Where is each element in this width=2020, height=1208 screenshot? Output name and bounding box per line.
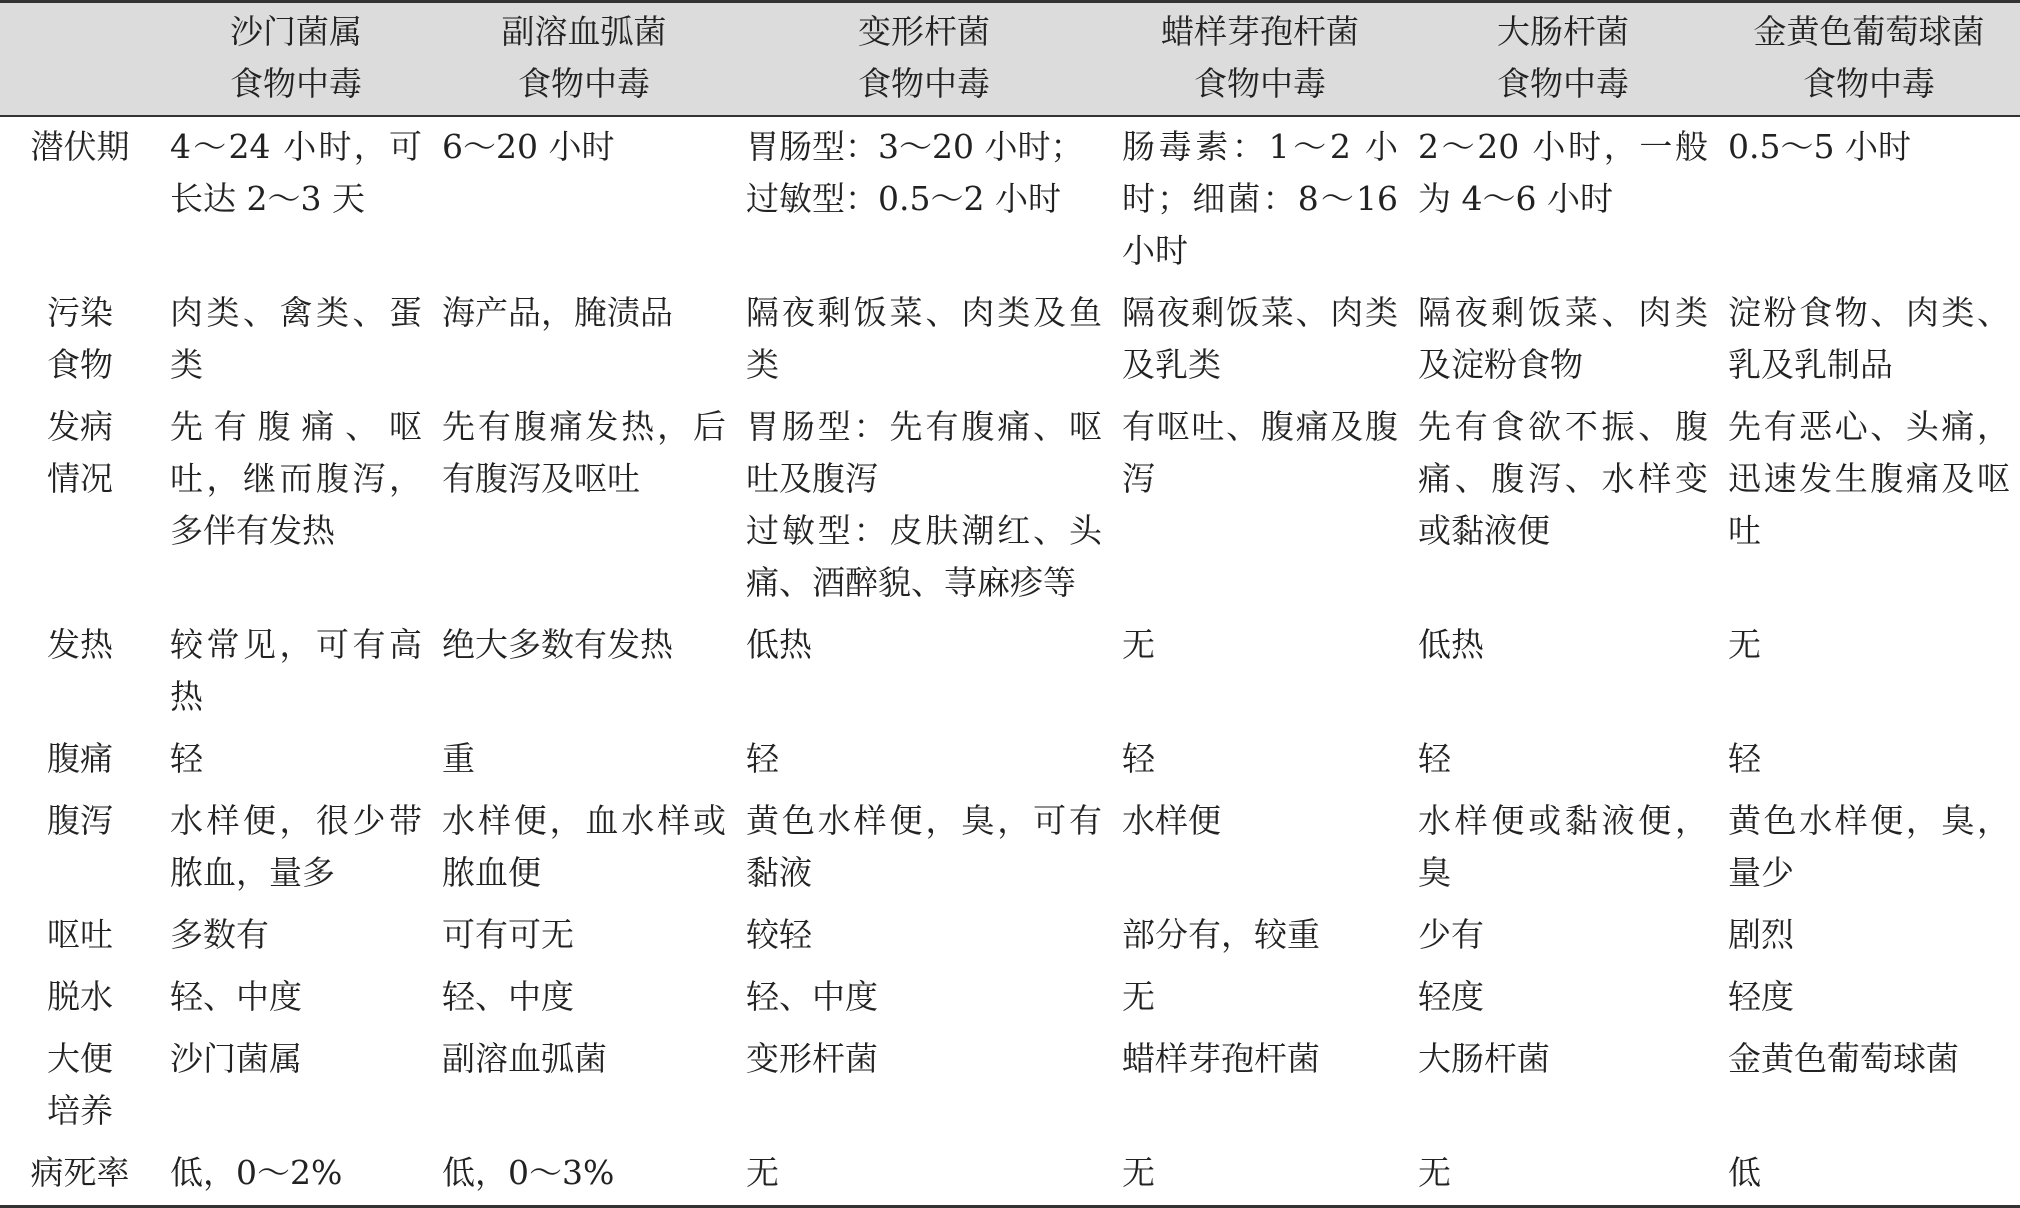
table-cell <box>432 397 736 615</box>
table-cell <box>432 967 736 1029</box>
cell-text: 6～20 小时 <box>442 127 615 166</box>
cell-text: 淀粉食物、肉类、乳及乳制品 <box>1728 293 2010 384</box>
table-cell <box>1408 967 1718 1029</box>
row-label <box>0 967 160 1029</box>
table-cell <box>1408 729 1718 791</box>
column-header-line: 大肠杆菌 <box>1497 12 1629 51</box>
table-cell <box>160 1143 432 1207</box>
table-cell <box>1112 967 1408 1029</box>
table-cell <box>1408 615 1718 729</box>
table-cell <box>736 1029 1112 1143</box>
cell-text: 水样便，很少带脓血，量多 <box>170 801 422 892</box>
table-cell <box>1718 615 2020 729</box>
table-cell <box>736 283 1112 397</box>
cell-text: 轻 <box>746 739 779 778</box>
cell-text: 4～24 小时，可长达 2～3 天 <box>170 127 422 218</box>
table-body <box>0 116 2020 1207</box>
header-row <box>0 2 2020 117</box>
cell-text: 轻度 <box>1728 977 1794 1016</box>
row-label-line: 污染 <box>47 293 113 332</box>
table-cell <box>1112 283 1408 397</box>
table-cell <box>432 615 736 729</box>
table-cell <box>160 116 432 283</box>
table-cell <box>1408 397 1718 615</box>
cell-text: 先有食欲不振、腹痛、腹泻、水样变或黏液便 <box>1418 407 1708 550</box>
cell-text: 无 <box>1728 625 1761 664</box>
column-header-line: 食物中毒 <box>518 64 650 103</box>
cell-text: 轻 <box>1418 739 1451 778</box>
row-label <box>0 791 160 905</box>
column-header <box>432 2 736 117</box>
cell-text: 部分有，较重 <box>1122 915 1320 954</box>
table-cell <box>1112 1029 1408 1143</box>
cell-text: 水样便，血水样或脓血便 <box>442 801 726 892</box>
table-cell <box>432 905 736 967</box>
column-header-line: 食物中毒 <box>230 64 362 103</box>
cell-text: 水样便 <box>1122 801 1221 840</box>
table-cell <box>1112 905 1408 967</box>
cell-text: 多数有 <box>170 915 269 954</box>
cell-text: 0.5～5 小时 <box>1728 127 1911 166</box>
table-cell <box>432 1029 736 1143</box>
row-label <box>0 615 160 729</box>
row-label-line: 食物 <box>47 345 113 384</box>
cell-text: 2～20 小时，一般为 4～6 小时 <box>1418 127 1708 218</box>
cell-text: 隔夜剩饭菜、肉类及淀粉食物 <box>1418 293 1708 384</box>
column-header-line: 食物中毒 <box>1194 64 1326 103</box>
table-row <box>0 283 2020 397</box>
cell-text: 肉类、禽类、蛋类 <box>170 293 422 384</box>
table-cell <box>1112 1143 1408 1207</box>
row-label-line: 发热 <box>47 625 113 664</box>
column-header <box>1408 2 1718 117</box>
row-label <box>0 905 160 967</box>
table-cell <box>160 615 432 729</box>
cell-text: 胃肠型：先有腹痛、呕吐及腹泻 <box>746 407 1102 498</box>
cell-text: 较轻 <box>746 915 812 954</box>
cell-text: 胃肠型：3～20 小时； <box>746 127 1084 166</box>
column-header <box>1112 2 1408 117</box>
row-label-line: 病死率 <box>30 1153 130 1192</box>
column-header-line: 金黄色葡萄球菌 <box>1753 12 1985 51</box>
cell-text: 大肠杆菌 <box>1418 1039 1550 1078</box>
table-cell <box>160 1029 432 1143</box>
table-cell <box>736 791 1112 905</box>
table-row <box>0 791 2020 905</box>
cell-text: 肠毒素：1～2 小时；细菌：8～16 小时 <box>1122 127 1398 270</box>
header-corner <box>0 2 160 117</box>
table-cell <box>432 729 736 791</box>
cell-text: 蜡样芽孢杆菌 <box>1122 1039 1320 1078</box>
table-cell <box>1112 729 1408 791</box>
cell-text: 轻 <box>1728 739 1761 778</box>
cell-text: 低 <box>1728 1153 1761 1192</box>
cell-text: 副溶血弧菌 <box>442 1039 607 1078</box>
cell-text: 黄色水样便，臭，量少 <box>1728 801 2010 892</box>
cell-text: 低，0～2% <box>170 1153 343 1192</box>
cell-text: 金黄色葡萄球菌 <box>1728 1039 1959 1078</box>
column-header-line: 食物中毒 <box>1803 64 1935 103</box>
table-cell <box>736 116 1112 283</box>
table-cell <box>1718 283 2020 397</box>
table-cell <box>1718 116 2020 283</box>
cell-text: 轻、中度 <box>442 977 574 1016</box>
row-label <box>0 729 160 791</box>
column-header-line: 食物中毒 <box>1497 64 1629 103</box>
table-row <box>0 615 2020 729</box>
row-label <box>0 1029 160 1143</box>
cell-text: 无 <box>746 1153 779 1192</box>
table-cell <box>1718 967 2020 1029</box>
table-cell <box>160 397 432 615</box>
cell-text: 少有 <box>1418 915 1484 954</box>
table-cell <box>1408 791 1718 905</box>
column-header-line: 蜡样芽孢杆菌 <box>1161 12 1359 51</box>
cell-text: 隔夜剩饭菜、肉类及乳类 <box>1122 293 1398 384</box>
table-row <box>0 397 2020 615</box>
table-cell <box>736 397 1112 615</box>
row-label <box>0 397 160 615</box>
table-cell <box>160 283 432 397</box>
cell-text: 海产品，腌渍品 <box>442 293 673 332</box>
table-row <box>0 1143 2020 1207</box>
cell-text: 过敏型：皮肤潮红、头痛、酒醉貌、荨麻疹等 <box>746 511 1102 602</box>
table-cell <box>1408 1029 1718 1143</box>
table-cell <box>736 615 1112 729</box>
column-header-line: 变形杆菌 <box>858 12 990 51</box>
table-cell <box>160 905 432 967</box>
row-label-line: 发病 <box>47 407 113 446</box>
cell-text: 黄色水样便，臭，可有黏液 <box>746 801 1102 892</box>
cell-text: 轻、中度 <box>746 977 878 1016</box>
table-cell <box>160 791 432 905</box>
row-label <box>0 1143 160 1207</box>
table-cell <box>432 791 736 905</box>
row-label-line: 腹痛 <box>47 739 113 778</box>
cell-text: 先有腹痛发热，后有腹泻及呕吐 <box>442 407 726 498</box>
cell-text: 有呕吐、腹痛及腹泻 <box>1122 407 1398 498</box>
table-cell <box>1112 615 1408 729</box>
cell-text: 可有可无 <box>442 915 574 954</box>
table-cell <box>1408 1143 1718 1207</box>
table-cell <box>736 905 1112 967</box>
cell-text: 较常见，可有高热 <box>170 625 422 716</box>
row-label-line: 大便 <box>47 1039 113 1078</box>
column-header-line: 食物中毒 <box>858 64 990 103</box>
cell-text: 水样便或黏液便，臭 <box>1418 801 1708 892</box>
table-row <box>0 967 2020 1029</box>
table-cell <box>1112 791 1408 905</box>
table-cell <box>1718 1029 2020 1143</box>
table-row <box>0 905 2020 967</box>
table-cell <box>1718 1143 2020 1207</box>
column-header-line: 沙门菌属 <box>230 12 362 51</box>
cell-text: 隔夜剩饭菜、肉类及鱼类 <box>746 293 1102 384</box>
table-cell <box>1718 905 2020 967</box>
table-cell <box>1112 397 1408 615</box>
cell-text: 无 <box>1122 1153 1155 1192</box>
cell-text: 无 <box>1418 1153 1451 1192</box>
table-row <box>0 1029 2020 1143</box>
row-label-line: 情况 <box>47 459 113 498</box>
cell-text: 先有恶心、头痛，迅速发生腹痛及呕吐 <box>1728 407 2010 550</box>
cell-text: 变形杆菌 <box>746 1039 878 1078</box>
cell-text: 轻 <box>170 739 203 778</box>
cell-text: 重 <box>442 739 475 778</box>
table-cell <box>432 283 736 397</box>
table-cell <box>432 1143 736 1207</box>
cell-text: 无 <box>1122 977 1155 1016</box>
cell-text: 先有腹痛、呕吐，继而腹泻，多伴有发热 <box>170 407 422 550</box>
row-label-line: 潜伏期 <box>30 127 130 166</box>
table-cell <box>1408 905 1718 967</box>
cell-text: 低热 <box>746 625 812 664</box>
row-label-line: 呕吐 <box>47 915 113 954</box>
column-header <box>1718 2 2020 117</box>
table-cell <box>1112 116 1408 283</box>
table-cell <box>1408 116 1718 283</box>
cell-text: 沙门菌属 <box>170 1039 302 1078</box>
table-row <box>0 116 2020 283</box>
cell-text: 轻、中度 <box>170 977 302 1016</box>
cell-text: 绝大多数有发热 <box>442 625 673 664</box>
table-cell <box>160 967 432 1029</box>
table-header <box>0 2 2020 117</box>
column-header <box>736 2 1112 117</box>
column-header-line: 副溶血弧菌 <box>501 12 667 51</box>
table-cell <box>1718 791 2020 905</box>
table-cell <box>1718 397 2020 615</box>
row-label <box>0 116 160 283</box>
cell-text: 轻 <box>1122 739 1155 778</box>
row-label <box>0 283 160 397</box>
row-label-line: 脱水 <box>47 977 113 1016</box>
row-label-line: 腹泻 <box>47 801 113 840</box>
cell-text: 轻度 <box>1418 977 1484 1016</box>
table-cell <box>736 967 1112 1029</box>
cell-text: 剧烈 <box>1728 915 1794 954</box>
table-cell <box>1408 283 1718 397</box>
table-row <box>0 729 2020 791</box>
cell-text: 过敏型：0.5～2 小时 <box>746 179 1061 218</box>
cell-text: 低热 <box>1418 625 1484 664</box>
row-label-line: 培养 <box>47 1091 113 1130</box>
cell-text: 低，0～3% <box>442 1153 615 1192</box>
table-cell <box>160 729 432 791</box>
table-cell <box>432 116 736 283</box>
cell-text: 无 <box>1122 625 1155 664</box>
table-cell <box>1718 729 2020 791</box>
column-header <box>160 2 432 117</box>
table-cell <box>736 1143 1112 1207</box>
table-cell <box>736 729 1112 791</box>
